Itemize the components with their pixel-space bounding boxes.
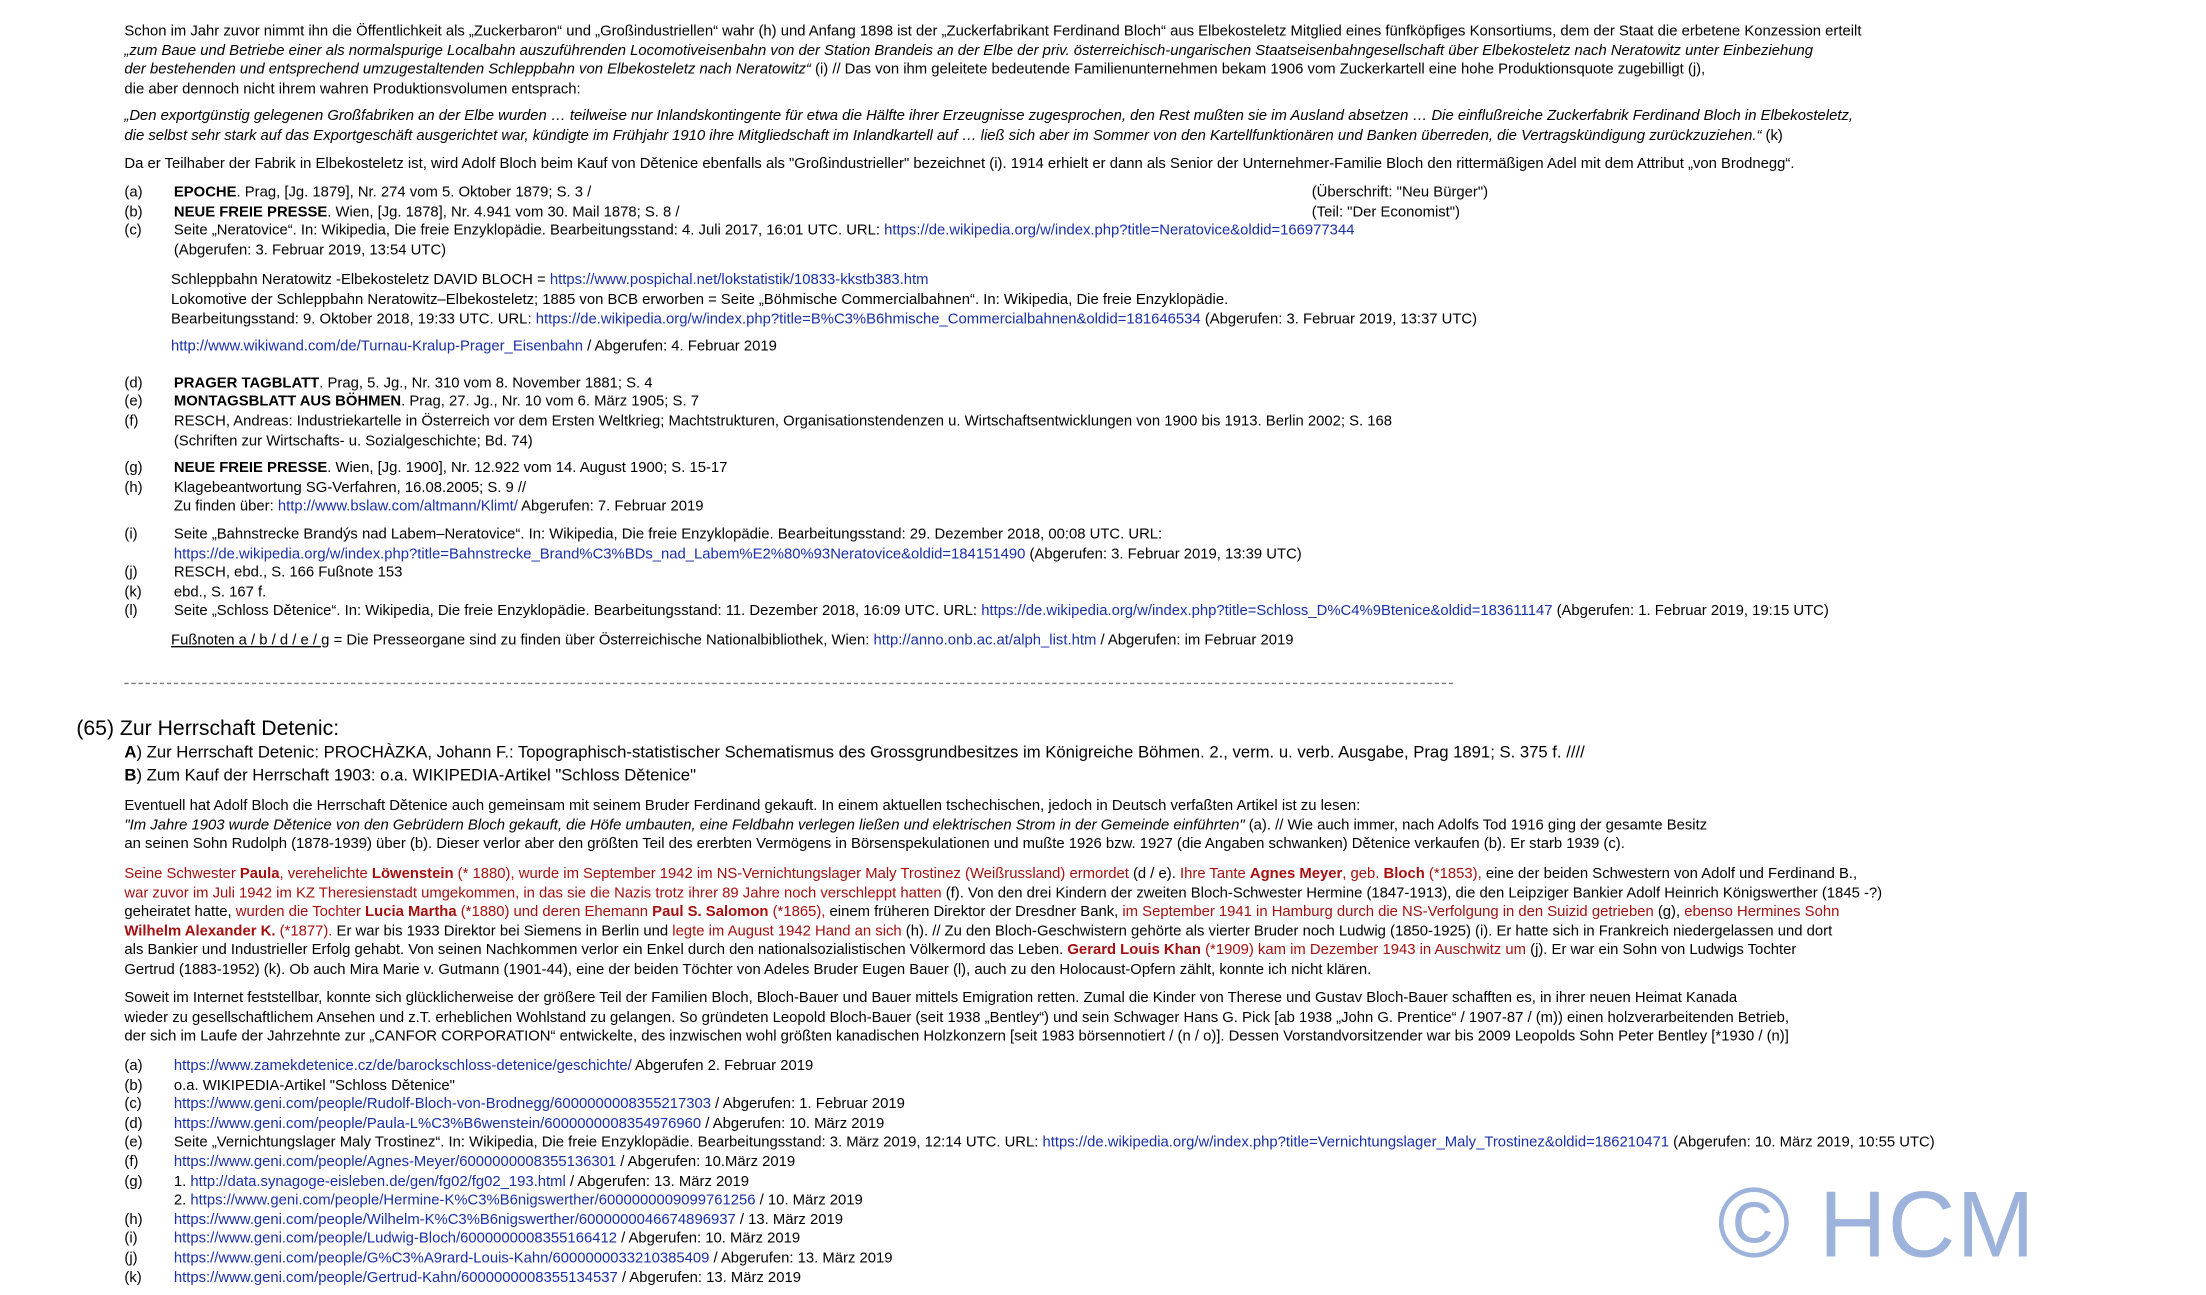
copyright-icon: © bbox=[1717, 1167, 1792, 1278]
ref2-k: (k) https://www.geni.com/people/Gertrud-Kahn/6000000008355134537 / Abgerufen: 13. März 2019 bbox=[124, 1268, 801, 1286]
section-b: B) Zum Kauf der Herrschaft 1903: o.a. WIKIPEDIA-Artikel "Schloss Dětenice" bbox=[124, 764, 696, 785]
ref-a: (a) EPOCHE. Prag, [Jg. 1879], Nr. 274 vom 5. Oktober 1879; S. 3 / (Überschrift: "Neu Bürger") bbox=[124, 184, 2188, 203]
ref-h: (h) Klagebeantwortung SG-Verfahren, 16.08.2005; S. 9 // bbox=[124, 478, 527, 496]
body2-para-3: Soweit im Internet feststellbar, konnte sich glücklicherweise der größere Teil der Familien Bloch, Bloch-Bauer und Bauer mittels Emigration retten. Zumal die Kinder von Therese und Gustav Bloch-Bauer schafften es, in ihrer neuen Heimat Kanada wieder zu gesellschaftlichem Ansehen und z.T. erheblichen Wohlstand zu gelangen. So gründeten Leopold Bloch-Bauer (seit 1938 „Bentley“) und sein Schwager Hans G. Pick [ab 1938 „John G. Prentice“ / 1907-87 / (m)) einen holzverarbeitenden Betrieb, der sich im Laufe der Jahrzehnte zur „CANFOR CORPORATION“ entwickelte, des inzwischen wohl größten kanadischen Holzkonzern [seit 1983 börsennotiert / (n / o)]. Dessen Vorstandvorsitzender war bis 2009 Leopolds Sohn Peter Bentley [*1930 / (n)] bbox=[124, 989, 1790, 1045]
ref-d: (d) PRAGER TAGBLATT. Prag, 5. Jg., Nr. 310 vom 8. November 1881; S. 4 bbox=[124, 374, 653, 392]
ref2-g: (g) 1. http://data.synagoge-eisleben.de/gen/fg02/fg02_193.html / Abgerufen: 13. März 2019 bbox=[124, 1172, 750, 1190]
schloss-link[interactable]: https://de.wikipedia.org/w/index.php?title=Schloss_D%C4%9Btenice&oldid=183611147 bbox=[981, 602, 1553, 620]
section-divider bbox=[124, 683, 1453, 684]
zamek-link[interactable]: https://www.zamekdetenice.cz/de/barockschloss-detenice/geschichte/ bbox=[173, 1057, 632, 1075]
ref-j: (j) RESCH, ebd., S. 166 Fußnote 153 bbox=[124, 564, 403, 582]
section-a: A) Zur Herrschaft Detenic: PROCHÀZKA, Johann F.: Topographisch-statistischer Schematismus des Grossgrundbesitzes im Königreiche Böhmen. 2., verm. u. verb. Ausgabe, Prag 1891; S. 375 f. //// bbox=[124, 742, 1585, 762]
geni-agnes-link[interactable]: https://www.geni.com/people/Agnes-Meyer/6000000008355136301 bbox=[173, 1153, 617, 1171]
ref2-d: (d) https://www.geni.com/people/Paula-L%C3%B6wenstein/6000000008354976960 / Abgerufen: 10. März 2019 bbox=[124, 1114, 885, 1132]
intro-quote: „zum Baue und Betriebe einer als normalspurige Localbahn auszuführenden Locomotiveisenbahn von der Station Brandeis an der Elbe der priv. österreichisch-ungarischen Staatseisenbahngesellschaft über Elbekosteletz nach Neratowitz unter Einbeziehung bbox=[124, 41, 1813, 59]
intro-paragraph bbox=[124, 23, 2188, 100]
quote-line-2: die selbst sehr stark auf das Exportgeschäft ausgerichtet war, kündigte im Frühjahr 1910 ihre Mitgliedschaft im Inlandkartell auf … ließ sich aber im Sommer von den Kartellfunktionären und Banken überreden, die Vertragskündigung zurückzuziehen.“ bbox=[124, 126, 1762, 144]
ref-i: (i) Seite „Bahnstrecke Brandýs nad Labem–Neratovice“. In: Wikipedia, Die freie Enzyklopädie. Bearbeitungsstand: 29. Dezember 2018, 00:08 UTC. URL: bbox=[124, 525, 1163, 543]
ref2-a: (a) https://www.zamekdetenice.cz/de/barockschloss-detenice/geschichte/ Abgerufen 2. Februar 2019 bbox=[124, 1057, 814, 1075]
quote-ref: (k) bbox=[1761, 126, 1783, 144]
body2-para-2: Seine Schwester Paula, verehelichte Löwenstein (* 1880), wurde im September 1942 im NS-Vernichtungslager Maly Trostinez (Weißrussland) ermordet (d / e). Ihre Tante Agnes Meyer, geb. Bloch (*1853), eine der beiden Schwestern von Adolf und Ferdinand B., war zuvor im Juli 1942 im KZ Theresienstadt umgekommen, in das sie die Nazis trotz ihrer 89 Jahre noch verschleppt hatten (f). Von den drei Kindern der zweiten Bloch-Schwester Hermine (1847-1913), die den Leipziger Bankier Adolf Heinrich Königswerther (1845 -?) geheiratet hatte, wurden die Tochter Lucia Martha (*1880) und deren Ehemann Paul S. Salomon (*1865), einem früheren Direktor der Dresdner Bank, im September 1941 in Hamburg durch die NS-Verfolgung in den Suizid getrieben (g), ebenso Hermines Sohn Wilhelm Alexander K. (*1877). Er war bis 1933 Direktor bei Siemens in Berlin und legte im August 1942 Hand an sich (h). // Zu den Bloch-Geschwistern gehörte als vierter Bruder noch Ludwig (1850-1925) (i). Er hatte sich in Frankreich niedergelassen und dort als Bankier und Industrieller Erfolg gehabt. Von seinen Nachkommen verlor ein Enkel durch den nationalsozialistischen Völkermord das Leben. Gerard Louis Khan (*1909) kam im Dezember 1943 in Auschwitz um (j). Er war ein Sohn von Ludwigs Tochter Gertrud (1883-1952) (k). Ob auch Mira Marie v. Gutmann (1901-44), eine der beiden Töchter von Adeles Bruder Eugen Bauer (l), auch zu den Holocaust-Opfern zählt, konnte ich nicht klären. bbox=[124, 865, 1883, 979]
bslaw-link[interactable]: http://www.bslaw.com/altmann/Klimt/ bbox=[277, 497, 518, 515]
para-3 bbox=[124, 155, 2188, 174]
ref-c-link[interactable]: https://de.wikipedia.org/w/index.php?title=Neratovice&oldid=166977344 bbox=[884, 222, 1355, 240]
geni-hermine-link[interactable]: https://www.geni.com/people/Hermine-K%C3%B6nigswerther/6000000009099761256 bbox=[190, 1191, 756, 1209]
ref-f: (f) RESCH, Andreas: Industriekartelle in Österreich vor dem Ersten Weltkrieg; Machtstrukturen, Organisationstendenzen u. Wirtschaftsentwicklungen von 1900 bis 1913. Berlin 2002; S. 168 bbox=[124, 412, 1393, 430]
ref2-b: (b) o.a. WIKIPEDIA-Artikel "Schloss Dětenice" bbox=[124, 1076, 455, 1094]
geni-paula-link[interactable]: https://www.geni.com/people/Paula-L%C3%B6wenstein/6000000008354976960 bbox=[173, 1114, 702, 1132]
geni-gerard-link[interactable]: https://www.geni.com/people/G%C3%A9rard-Louis-Kahn/6000000033210385409 bbox=[173, 1249, 710, 1267]
references-2: (a) https://www.zamekdetenice.cz/de/barockschloss-detenice/geschichte/ Abgerufen 2. Februar 2019 (b) o.a. WIKIPEDIA-Artikel "Schloss Dětenice" (c) https://www.geni.com/people/Rudolf-Bloch-von-Brodnegg/6000000008355217303 / Abgerufen: 1. Februar 2019 (d) https://www.geni.com/people/Paula-L%C3%B6wenstein/6000000008354976960 / Abgerufen: 10. März 2019 (e) Seite „Vernichtungslager Maly Trostinez“. In: Wikipedia, Die freie Enzyklopädie. Bearbeitungsstand: 3. März 2019, 12:14 UTC. URL: https://de.wikipedia.org/w/index.php?title=Vernichtungslager_Maly_Trostinez&oldid=186210471 (Abgerufen: 10. März 2019, 10:55 UTC) (f) https://www.geni.com/people/Agnes-Meyer/6000000008355136301 / Abgerufen: 10.März 2019 (g) 1. http://data.synagoge-eisleben.de/gen/fg02/fg02_193.html / Abgerufen: 13. März 2019 2. https://www.geni.com/people/Hermine-K%C3%B6nigswerther/6000000009099761256 / 10. März 2019 (h) https://www.geni.com/people/Wilhelm-K%C3%B6nigswerther/6000000046674896937 / 13. März 2019 (i) https://www.geni.com/people/Ludwig-Bloch/6000000008355166412 / Abgerufen: 10. März 2019 (j) https://www.geni.com/people/G%C3%A9rard-Louis-Kahn/6000000033210385409 / Abgerufen: 13. März 2019 (k) https://www.geni.com/people/Gertrud-Kahn/6000000008355134537 / Abgerufen: 13. März 2019 bbox=[124, 1057, 2188, 1288]
intro-text-tail: (i) // Das von ihm geleitete bedeutende Familienunternehmen bekam 1906 vom Zuckerkartell eine hohe Produktionsquote zugebilligt (j), bbox=[810, 61, 1706, 79]
ref-c-sub2: Lokomotive der Schleppbahn Neratowitz–Elbekosteletz; 1885 von BCB erworben = Seite „Böhmische Commercialbahnen“. In: Wikipedia, Die freie Enzyklopädie. bbox=[171, 291, 1229, 309]
footnote-presse: Fußnoten a / b / d / e / g = Die Presseorgane sind zu finden über Österreichische Nationalbibliothek, Wien: http://anno.onb.ac.at/alph_list.htm / Abgerufen: im Februar 2019 bbox=[171, 631, 1294, 649]
ref-b: (b) NEUE FREIE PRESSE. Wien, [Jg. 1878], Nr. 4.941 vom 30. Mail 1878; S. 8 / (Teil: "Der Economist") bbox=[124, 203, 2188, 222]
geni-ludwig-link[interactable]: https://www.geni.com/people/Ludwig-Bloch/6000000008355166412 bbox=[173, 1230, 617, 1248]
ref-b-note: (Teil: "Der Economist") bbox=[1311, 202, 1461, 220]
ref2-i: (i) https://www.geni.com/people/Ludwig-Bloch/6000000008355166412 / Abgerufen: 10. März 2019 bbox=[124, 1230, 801, 1248]
ref2-e: (e) Seite „Vernichtungslager Maly Trostinez“. In: Wikipedia, Die freie Enzyklopädie. Bearbeitungsstand: 3. März 2019, 12:14 UTC. URL: https://de.wikipedia.org/w/index.php?title=Vernichtungslager_Maly_Trostinez&oldid=186210471 (Abgerufen: 10. März 2019, 10:55 UTC) bbox=[124, 1134, 1935, 1152]
quote-paragraph bbox=[124, 107, 2188, 145]
pospichal-link[interactable]: https://www.pospichal.net/lokstatistik/10833-kkstb383.htm bbox=[549, 271, 929, 289]
geni-gertrud-link[interactable]: https://www.geni.com/people/Gertrud-Kahn/6000000008355134537 bbox=[173, 1268, 618, 1286]
commercialbahnen-link[interactable]: https://de.wikipedia.org/w/index.php?title=B%C3%B6hmische_Commercialbahnen&oldid=181646534 bbox=[535, 310, 1201, 328]
ref2-h: (h) https://www.geni.com/people/Wilhelm-K%C3%B6nigswerther/6000000046674896937 / 13. März 2019 bbox=[124, 1211, 843, 1228]
ref-a-note: (Überschrift: "Neu Bürger") bbox=[1311, 183, 1489, 201]
wikiwand-link[interactable]: http://www.wikiwand.com/de/Turnau-Kralup-Prager_Eisenbahn bbox=[171, 338, 583, 356]
ref-g: (g) NEUE FREIE PRESSE. Wien, [Jg. 1900], Nr. 12.922 vom 14. August 1900; S. 15-17 bbox=[124, 459, 728, 477]
synagoge-link[interactable]: http://data.synagoge-eisleben.de/gen/fg02/fg02_193.html bbox=[190, 1172, 566, 1190]
ref-l: (l) Seite „Schloss Dětenice“. In: Wikipedia, Die freie Enzyklopädie. Bearbeitungsstand: 11. Dezember 2018, 16:09 UTC. URL: https://de.wikipedia.org/w/index.php?title=Schloss_D%C4%9Btenice&oldid=183611147 (Abgerufen: 1. Februar 2019, 19:15 UTC) bbox=[124, 602, 1829, 620]
intro-text: Schon im Jahr zuvor nimmt ihn die Öffentlichkeit als „Zuckerbaron“ und „Großindustriellen“ wahr (h) und Anfang 1898 ist der „Zuckerfabrikant Ferdinand Bloch“ aus Elbekosteletz Mitglied eines fünfköpfiges Konsortiums, dem der Staat die erbetene Konzession erteilt bbox=[124, 22, 1862, 40]
body2-para-1: Eventuell hat Adolf Bloch die Herrschaft Dětenice auch gemeinsam mit seinem Bruder Ferdinand gekauft. In einem aktuellen tschechischen, jedoch in Deutsch verfaßten Artikel ist zu lesen: "Im Jahre 1903 wurde Dětenice von den Gebrüdern Bloch gekauft, die Höfe umbauten, eine Feldbahn verlegen ließen und elektrischen Strom in der Gemeinde einführten" (a). // Wie auch immer, nach Adolfs Tod 1916 ging der gesamte Besitz an seinen Sohn Rudolph (1878-1939) über (b). Dieser verlor aber den größten Teil des ererbten Vermögens in Börsenspekulationen und mußte 1926 bzw. 1927 (die Angaben schwanken) Dětenice verkaufen (b). Er starb 1939 (c). bbox=[124, 797, 1708, 853]
geni-wilhelm-link[interactable]: https://www.geni.com/people/Wilhelm-K%C3%B6nigswerther/6000000046674896937 bbox=[173, 1211, 736, 1228]
section-title: (65) Zur Herrschaft Detenic: bbox=[76, 716, 340, 741]
hcm-watermark: © HCM bbox=[1717, 1167, 2036, 1278]
references-1: (a) EPOCHE. Prag, [Jg. 1879], Nr. 274 vom 5. Oktober 1879; S. 3 / (Überschrift: "Neu Bürger") (b) NEUE FREIE PRESSE. Wien, [Jg. 1878], Nr. 4.941 vom 30. Mail 1878; S. 8 / (Teil: "Der Economist") (c) Seite „Neratovice“. In: Wikipedia, Die freie Enzyklopädie. Bearbeitungsstand: 4. Juli 2017, 16:01 UTC. URL: https://de.wikipedia.org/w/index.php?title=Neratovice&oldid=166977344 (Abgerufen: 3. Februar 2019, 13:54 UTC) Schleppbahn Neratowitz -Elbekosteletz DAVID BLOCH = https://www.pospichal.net/lokstatistik/10833-kkstb383.htm Lokomotive der Schleppbahn Neratowitz–Elbekosteletz; 1885 von BCB erworben = Seite „Böhmische Commercialbahnen“. In: Wikipedia, Die freie Enzyklopädie. Bearbeitungsstand: 9. Oktober 2018, 19:33 UTC. URL: https://de.wikipedia.org/w/index.php?title=B%C3%B6hmische_Commercialbahnen&oldid=181646534 (Abgerufen: 3. Februar 2019, 13:37 UTC) http://www.wikiwand.com/de/Turnau-Kralup-Prager_Eisenbahn / Abgerufen: 4. Februar 2019 (d) PRAGER TAGBLATT. Prag, 5. Jg., Nr. 310 vom 8. November 1881; S. 4 (e) MONTAGSBLATT AUS BÖHMEN. Prag, 27. Jg., Nr. 10 vom 6. März 1905; S. 7 (f) RESCH, Andreas: Industriekartelle in Österreich vor dem Ersten Weltkrieg; Machtstrukturen, Organisationstendenzen u. Wirtschaftsentwicklungen von 1900 bis 1913. Berlin 2002; S. 168 (Schriften zur Wirtschafts- u. Sozialgeschichte; Bd. 74) (g) NEUE FREIE PRESSE. Wien, [Jg. 1900], Nr. 12.922 vom 14. August 1900; S. 15-17 (h) Klagebeantwortung SG-Verfahren, 16.08.2005; S. 9 // Zu finden über: http://www.bslaw.com/altmann/Klimt/ Abgerufen: 7. Februar 2019 (i) Seite „Bahnstrecke Brandýs nad Labem–Neratovice“. In: Wikipedia, Die freie Enzyklopädie. Bearbeitungsstand: 29. Dezember 2018, 00:08 UTC. URL: https://de.wikipedia.org/w/index.php?title=Bahnstrecke_Brand%C3%BDs_nad_Labem%E2%80%93Neratovice&oldid=184151490 (Abgerufen: 3. Februar 2019, 13:39 UTC) (j) RESCH, ebd., S. 166 Fußnote 153 (k) ebd., S. 167 f. (l) Seite „Schloss Dětenice“. In: Wikipedia, Die freie Enzyklopädie. Bearbeitungsstand: 11. Dezember 2018, 16:09 UTC. URL: https://de.wikipedia.org/w/index.php?title=Schloss_D%C4%9Btenice&oldid=183611147 (Abgerufen: 1. Februar 2019, 19:15 UTC) Fußnoten a / b / d / e / g = Die Presseorgane sind zu finden über Österreichische Nationalbibliothek, Wien: http://anno.onb.ac.at/alph_list.htm / Abgerufen: im Februar 2019 bbox=[124, 184, 2188, 651]
ref-f-series: (Schriften zur Wirtschafts- u. Sozialgeschichte; Bd. 74) bbox=[173, 431, 533, 449]
geni-rudolf-link[interactable]: https://www.geni.com/people/Rudolf-Bloch-von-Brodnegg/6000000008355217303 bbox=[173, 1095, 712, 1113]
ref-c-retrieved: (Abgerufen: 3. Februar 2019, 13:54 UTC) bbox=[173, 241, 447, 259]
intro-text-end: die aber dennoch nicht ihrem wahren Produktionsvolumen entsprach: bbox=[124, 80, 581, 98]
ref-c: (c) Seite „Neratovice“. In: Wikipedia, Die freie Enzyklopädie. Bearbeitungsstand: 4. Juli 2017, 16:01 UTC. URL: https://de.wikipedia.org/w/index.php?title=Neratovice&oldid=166977344 bbox=[124, 222, 1355, 240]
ref2-j: (j) https://www.geni.com/people/G%C3%A9rard-Louis-Kahn/6000000033210385409 / Abgerufen: 13. März 2019 bbox=[124, 1249, 893, 1267]
ref2-f: (f) https://www.geni.com/people/Agnes-Meyer/6000000008355136301 / Abgerufen: 10.März 2019 bbox=[124, 1153, 796, 1171]
bahnstrecke-link[interactable]: https://de.wikipedia.org/w/index.php?title=Bahnstrecke_Brand%C3%BDs_nad_Labem%E2%80%93Neratovice&oldid=184151490 bbox=[173, 544, 1026, 562]
intro-quote-cont: der bestehenden und entsprechend umzugestaltenden Schleppbahn von Elbekosteletz nach Neratowitz“ bbox=[124, 61, 811, 79]
para-3-text: Da er Teilhaber der Fabrik in Elbekosteletz ist, wird Adolf Bloch beim Kauf von Dětenice ebenfalls als "Großindustrieller" bezeichnet (i). 1914 erhielt er dann als Senior der Unternehmer-Familie Bloch den rittermäßigen Adel mit dem Attribut „von Brodnegg“. bbox=[124, 155, 1795, 173]
quote-line-1: „Den exportgünstig gelegenen Großfabriken an der Elbe wurden … teilweise nur Inlandskontingente für etwa die Hälfte ihrer Erzeugnisse zugesprochen, den Rest mußten sie im Ausland absetzen … Die einflußreiche Zuckerfabrik Ferdinand Bloch in Elbekosteletz, bbox=[124, 107, 1854, 125]
anno-link[interactable]: http://anno.onb.ac.at/alph_list.htm bbox=[873, 631, 1097, 649]
maly-trostinez-link[interactable]: https://de.wikipedia.org/w/index.php?title=Vernichtungslager_Maly_Trostinez&oldid=186210471 bbox=[1042, 1134, 1670, 1152]
ref-k: (k) ebd., S. 167 f. bbox=[124, 583, 267, 601]
ref-e: (e) MONTAGSBLATT AUS BÖHMEN. Prag, 27. Jg., Nr. 10 vom 6. März 1905; S. 7 bbox=[124, 393, 699, 411]
ref2-c: (c) https://www.geni.com/people/Rudolf-Bloch-von-Brodnegg/6000000008355217303 / Abgerufen: 1. Februar 2019 bbox=[124, 1095, 905, 1113]
